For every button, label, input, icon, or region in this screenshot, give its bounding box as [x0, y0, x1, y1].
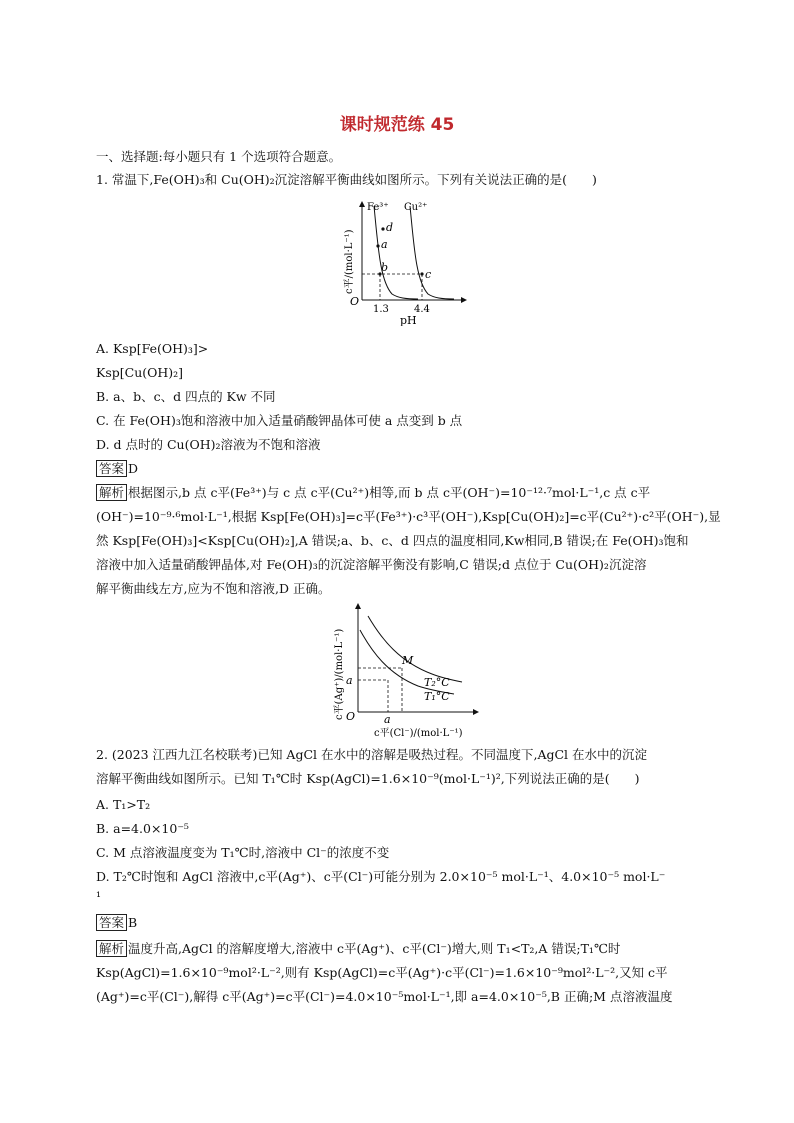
q2-label-a-x: a: [384, 713, 391, 726]
q1-option-c: C. 在 Fe(OH)₃饱和溶液中加入适量硝酸钾晶体可使 a 点变到 b 点: [96, 413, 463, 428]
q2-t2-curve: [368, 616, 462, 682]
q2-option-a: A. T₁>T₂: [96, 797, 151, 812]
q2-answer-tag: 答案: [96, 914, 127, 931]
page-title: 课时规范练 45: [339, 115, 455, 135]
q1-analysis-text-1: 根据图示,b 点 c平(Fe³⁺)与 c 点 c平(Cu²⁺)相等,而 b 点 c平(OH⁻)=10⁻¹²·⁷mol·L⁻¹,c 点 c平: [128, 485, 651, 500]
q2-label-t2: T₂°C: [424, 676, 450, 689]
q1-stem: 1. 常温下,Fe(OH)₃和 Cu(OH)₂沉淀溶解平衡曲线如图所示。下列有关说法正确的是( ): [96, 172, 597, 187]
q2-analysis-line-3: (Ag⁺)=c平(Cl⁻),解得 c平(Ag⁺)=c平(Cl⁻)=4.0×10⁻⁵mol·L⁻¹,即 a=4.0×10⁻⁵,B 正确;M 点溶液温度: [96, 989, 673, 1004]
q2-label-t1: T₁°C: [424, 690, 450, 703]
q1-label-fe: Fe³⁺: [367, 202, 389, 213]
q1-option-a-line2: Ksp[Cu(OH)₂]: [96, 365, 184, 380]
q2-answer-value: B: [128, 915, 138, 930]
q2-option-d-line1: D. T₂℃时饱和 AgCl 溶液中,c平(Ag⁺)、c平(Cl⁻)可能分别为 2.0×10⁻⁵ mol·L⁻¹、4.0×10⁻⁵ mol·L⁻: [96, 869, 666, 884]
q1-option-b: B. a、b、c、d 四点的 Kw 不同: [96, 389, 276, 404]
q2-origin: O: [346, 710, 356, 723]
q2-analysis-tag: 解析: [96, 940, 127, 957]
q1-option-a-line1: A. Ksp[Fe(OH)₃]>: [96, 341, 209, 356]
q1-cu-curve: [410, 206, 454, 299]
q2-label-a-y: a: [346, 674, 353, 687]
q1-analysis-line-4: 溶液中加入适量硝酸钾晶体,对 Fe(OH)₃的沉淀溶解平衡没有影响,C 错误;d 点位于 Cu(OH)₂沉淀溶: [96, 557, 647, 572]
q1-ylabel: c平/(mol·L⁻¹): [344, 229, 355, 294]
q2-stem-line-1: 2. (2023 江西九江名校联考)已知 AgCl 在水中的溶解是吸热过程。不同温度下,AgCl 在水中的沉淀: [96, 747, 648, 762]
q1-analysis-line-3: 然 Ksp[Fe(OH)₃]<Ksp[Cu(OH)₂],A 错误;a、b、c、d 四点的温度相同,Kw相同,B 错误;在 Fe(OH)₃饱和: [96, 533, 689, 548]
q1-point-d: [381, 227, 384, 230]
q1-figure: [330, 196, 470, 326]
q1-xlabel: pH: [400, 314, 417, 326]
q2-option-c: C. M 点溶液温度变为 T₁℃时,溶液中 Cl⁻的浓度不变: [96, 845, 390, 860]
q1-analysis-tag: 解析: [96, 484, 127, 501]
q2-figure: [322, 600, 482, 740]
q1-xtick-2: 4.4: [414, 304, 430, 315]
q1-analysis-line-2: (OH⁻)=10⁻⁹·⁶mol·L⁻¹,根据 Ksp[Fe(OH)₃]=c平(Fe³⁺)·c³平(OH⁻),Ksp[Cu(OH)₂]=c平(Cu²⁺)·c²平(OH⁻),显: [96, 509, 721, 524]
q1-answer-tag: 答案: [96, 460, 127, 477]
q1-label-d: d: [386, 221, 394, 234]
q1-xtick-1: 1.3: [373, 304, 389, 315]
q1-answer-value: D: [128, 461, 139, 476]
q1-label-a: a: [381, 238, 388, 251]
q2-xlabel: c平(Cl⁻)/(mol·L⁻¹): [374, 728, 463, 739]
q2-ylabel: c平(Ag⁺)/(mol·L⁻¹): [334, 628, 345, 720]
q1-origin: O: [350, 295, 360, 308]
q1-label-b: b: [381, 261, 389, 274]
q1-label-c: c: [425, 268, 432, 281]
q1-point-c: [420, 272, 423, 275]
q1-analysis-line-1: [96, 484, 650, 502]
q2-analysis-line-2: Ksp(AgCl)=1.6×10⁻⁹mol²·L⁻²,则有 Ksp(AgCl)=c平(Ag⁺)·c平(Cl⁻)=1.6×10⁻⁹mol²·L⁻²,又知 c平: [96, 965, 668, 980]
q2-stem-line-2: 溶解平衡曲线如图所示。已知 T₁℃时 Ksp(AgCl)=1.6×10⁻⁹(mol·L⁻¹)²,下列说法正确的是( ): [96, 771, 640, 786]
q1-answer: [96, 460, 138, 478]
q2-analysis-text-1: 温度升高,AgCl 的溶解度增大,溶液中 c平(Ag⁺)、c平(Cl⁻)增大,则 T₁<T₂,A 错误;T₁℃时: [128, 941, 621, 956]
q1-point-a: [376, 244, 379, 247]
section-heading: 一、选择题:每小题只有 1 个选项符合题意。: [96, 149, 342, 164]
q2-label-M: M: [402, 654, 414, 667]
q1-analysis-line-5: 解平衡曲线左方,应为不饱和溶液,D 正确。: [96, 581, 331, 596]
q2-option-b: B. a=4.0×10⁻⁵: [96, 821, 189, 836]
q1-label-cu: Cu²⁺: [404, 202, 428, 213]
q2-option-d-line2: ¹: [96, 889, 102, 904]
q2-answer: [96, 914, 137, 932]
q2-analysis-line-1: [96, 940, 620, 958]
q1-option-d: D. d 点时的 Cu(OH)₂溶液为不饱和溶液: [96, 437, 321, 452]
